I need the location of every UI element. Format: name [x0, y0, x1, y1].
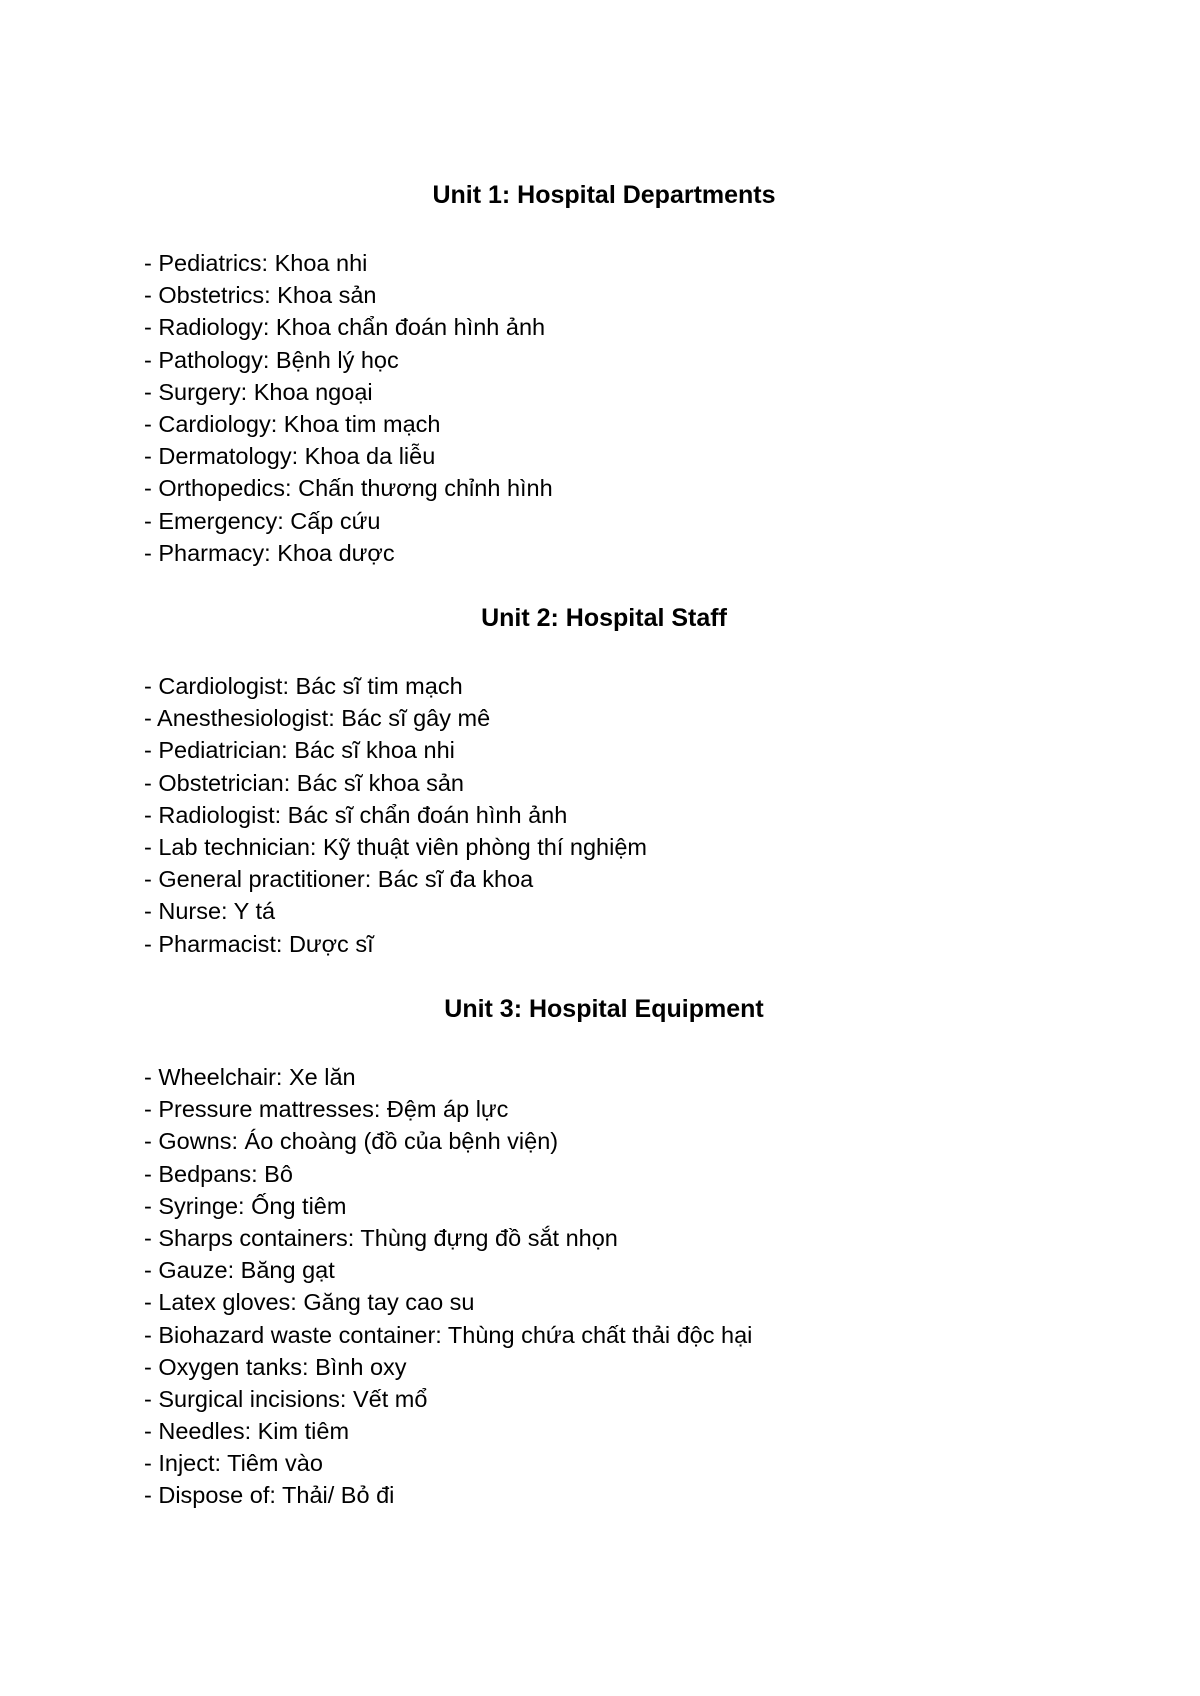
list-item: - Pharmacist: Dược sĩ: [144, 930, 374, 957]
list-item: - Gauze: Băng gạt: [144, 1257, 335, 1284]
list-item: - Sharps containers: Thùng đựng đồ sắt nhọn: [144, 1224, 618, 1251]
list-item: - Radiology: Khoa chẩn đoán hình ảnh: [144, 314, 546, 341]
list-item: - Surgery: Khoa ngoại: [144, 378, 373, 405]
unit-title: Unit 3: Hospital Equipment: [444, 995, 764, 1023]
term-list: [144, 1061, 752, 1512]
list-item: - Pediatrics: Khoa nhi: [144, 250, 368, 276]
list-item: - Cardiologist: Bác sĩ tim mạch: [144, 673, 463, 699]
list-item: - Inject: Tiêm vào: [144, 1450, 323, 1477]
term-list: [144, 247, 553, 569]
list-item: - Gowns: Áo choàng (đồ của bệnh viện): [144, 1128, 559, 1155]
list-item: - Obstetrics: Khoa sản: [144, 282, 377, 309]
list-item: - Oxygen tanks: Bình oxy: [144, 1353, 407, 1380]
list-item: - Obstetrician: Bác sĩ khoa sản: [144, 769, 465, 796]
list-item: - Needles: Kim tiêm: [144, 1418, 350, 1445]
list-item: - General practitioner: Bác sĩ đa khoa: [144, 866, 534, 893]
list-item: - Lab technician: Kỹ thuật viên phòng thí nghiệm: [144, 833, 647, 860]
list-item: - Dermatology: Khoa da liễu: [144, 443, 436, 470]
unit-title: Unit 1: Hospital Departments: [432, 181, 776, 209]
list-item: - Emergency: Cấp cứu: [144, 507, 381, 534]
list-item: - Pressure mattresses: Đệm áp lực: [144, 1096, 509, 1123]
term-list: [144, 670, 647, 960]
list-item: - Radiologist: Bác sĩ chẩn đoán hình ảnh: [144, 801, 568, 828]
list-item: - Latex gloves: Găng tay cao su: [144, 1289, 475, 1316]
list-item: - Nurse: Y tá: [144, 898, 276, 925]
list-item: - Anesthesiologist: Bác sĩ gây mê: [144, 705, 491, 732]
list-item: - Surgical incisions: Vết mổ: [144, 1385, 428, 1412]
list-item: - Dispose of: Thải/ Bỏ đi: [144, 1482, 395, 1509]
list-item: - Cardiology: Khoa tim mạch: [144, 410, 441, 437]
list-item: - Wheelchair: Xe lăn: [144, 1064, 356, 1090]
list-item: - Orthopedics: Chấn thương chỉnh hình: [144, 475, 553, 502]
list-item: - Pharmacy: Khoa dược: [144, 539, 395, 566]
list-item: - Bedpans: Bô: [144, 1160, 293, 1187]
list-item: - Pathology: Bệnh lý học: [144, 346, 399, 373]
list-item: - Pediatrician: Bác sĩ khoa nhi: [144, 737, 455, 764]
list-item: - Biohazard waste container: Thùng chứa chất thải độc hại: [144, 1321, 753, 1348]
unit-title: Unit 2: Hospital Staff: [481, 604, 727, 632]
list-item: - Syringe: Ống tiêm: [144, 1192, 347, 1219]
